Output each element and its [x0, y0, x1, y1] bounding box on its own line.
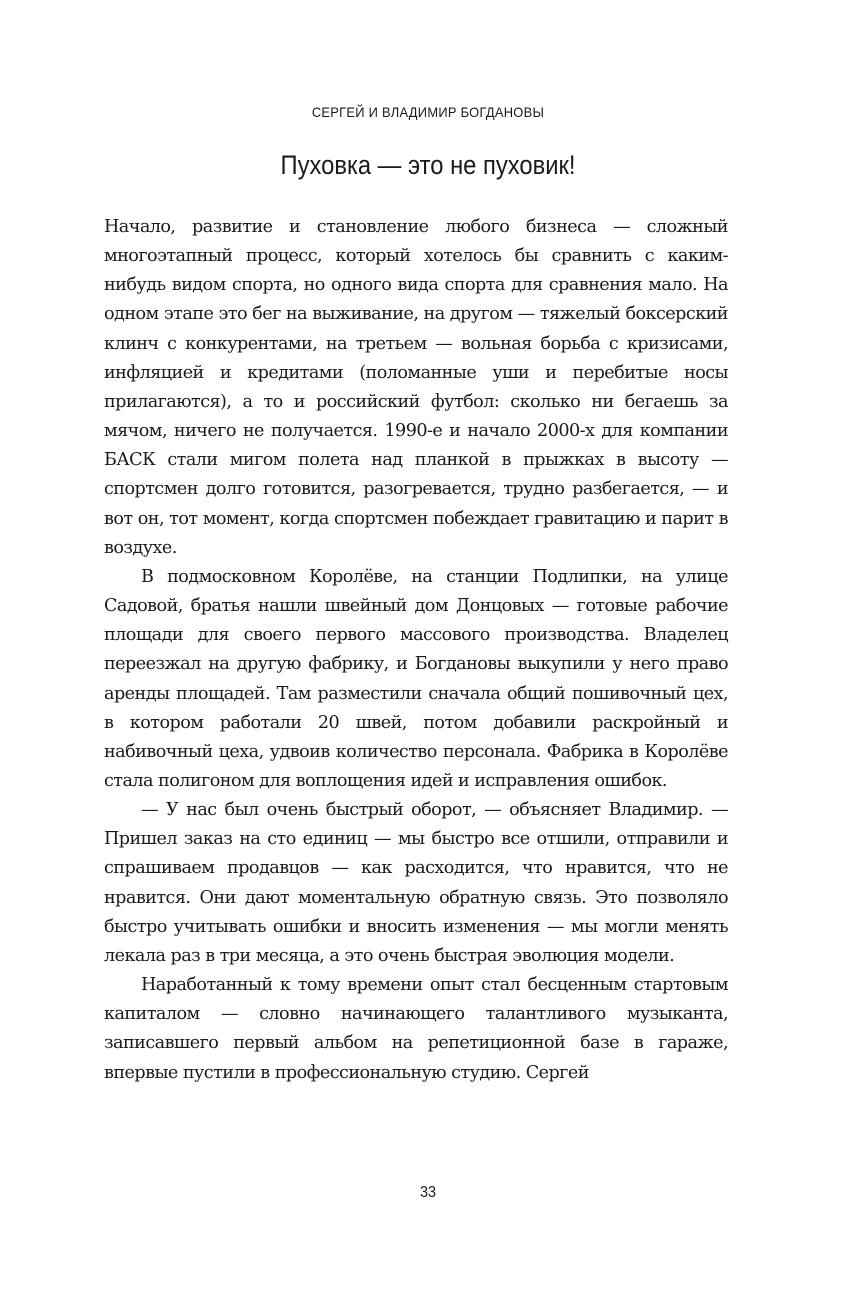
paragraph-2: В подмосковном Королёве, на станции Подлипки, на улице Садовой, братья нашли швейный дом Донцовых — готовые рабочие площади для своего первого массового производства. Владелец переезжал на другую фабрику, и Богдановы выкупили у него право аренды площадей. Там разместили сначала общий пошивочный цех, в котором работали 20 швей, потом добавили раскройный и набивочный цеха, удвоив количество персонала. Фабрика в Королёве стала полигоном для воплощения идей и исправления ошибок.	[104, 566, 728, 791]
paragraph-3: — У нас был очень быстрый оборот, — объясняет Владимир. — Пришел заказ на сто единиц — мы быстро все отшили, отправили и спрашиваем продавцов — как расходится, что нравится, что не нравится. Они дают моментальную обратную связь. Это позволяло быстро учитывать ошибки и вносить изменения — мы могли менять лекала раз в три месяца, а это очень быстрая эволюция модели.	[104, 800, 728, 966]
running-head: СЕРГЕЙ И ВЛАДИМИР БОГДАНОВЫ	[311, 104, 545, 120]
chapter-title: Пуховка — это не пуховик!	[280, 150, 576, 180]
paragraph-1: Начало, развитие и становление любого бизнеса — сложный многоэтапный процесс, который хотелось бы сравнить с каким-нибудь видом спорта, но одного вида спорта для сравнения мало. На одном этапе это бег на выживание, на другом — тяжелый боксерский клинч с конкурентами, на третьем — вольная борьба с кризисами, инфляцией и кредитами (поломанные уши и перебитые носы прилагаются), а то и российский футбол: сколько ни бегаешь за мячом, ничего не получается. 1990-е и начало 2000-х для компании БАСК стали мигом полета над планкой в прыжках в высоту — спортсмен долго готовится, разогревается, трудно разбегается, — и вот он, тот момент, когда спортсмен побеждает гравитацию и парит в воздухе.	[104, 217, 728, 558]
page-number: 33	[419, 1184, 437, 1201]
body-text	[104, 213, 728, 1088]
paragraph-4: Наработанный к тому времени опыт стал бесценным стартовым капиталом — словно начинающего талантливого музыканта, записавшего первый альбом на репетиционной базе в гараже, впервые пустили в профессиональную студию. Сергей	[104, 975, 728, 1083]
